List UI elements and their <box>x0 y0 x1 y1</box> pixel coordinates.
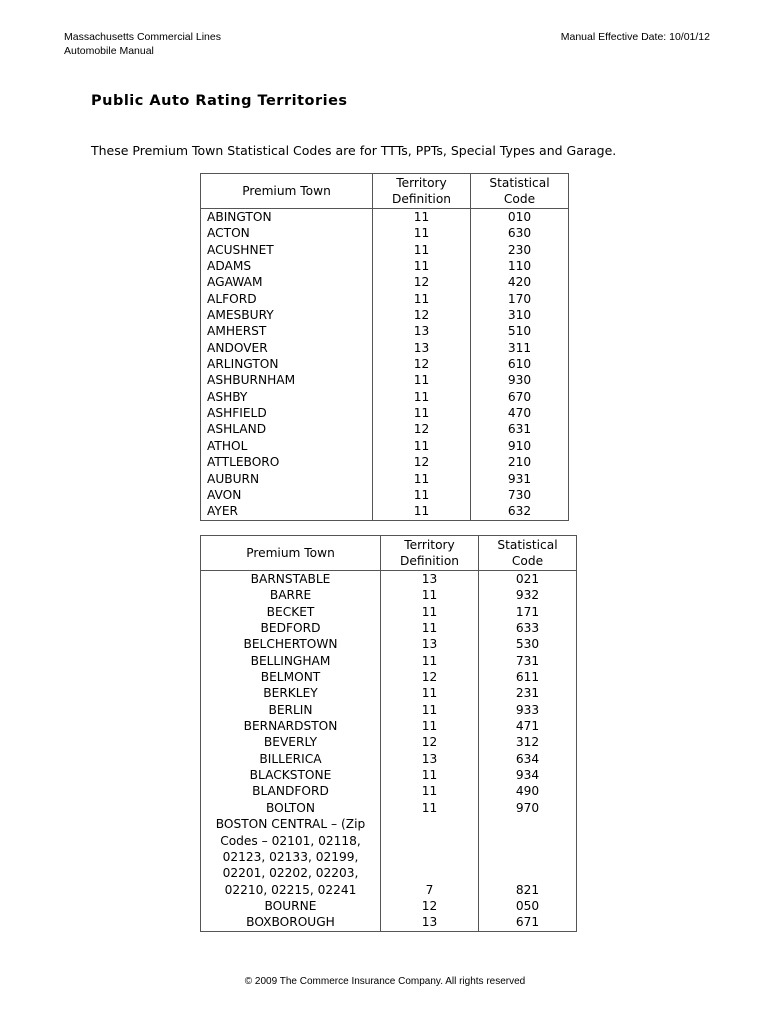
table-row <box>201 636 577 652</box>
territory-cell: 11 <box>373 291 471 307</box>
code-cell: 634 <box>479 751 577 767</box>
table-row <box>201 274 569 290</box>
code-cell: 420 <box>471 274 569 290</box>
manual-line-name: Massachusetts Commercial Lines <box>64 31 221 43</box>
table-row <box>201 225 569 241</box>
col-header-town: Premium Town <box>201 536 381 571</box>
territory-cell: 11 <box>373 372 471 388</box>
territory-cell: 11 <box>381 783 479 799</box>
table-row <box>201 471 569 487</box>
code-cell: 490 <box>479 783 577 799</box>
code-cell: 110 <box>471 258 569 274</box>
town-cell: ASHFIELD <box>201 405 373 421</box>
code-cell: 530 <box>479 636 577 652</box>
territory-cell: 11 <box>373 225 471 241</box>
table-row <box>201 604 577 620</box>
table-row <box>201 816 577 898</box>
town-cell: ABINGTON <box>201 209 373 226</box>
col-header-code <box>479 536 577 571</box>
code-cell: 631 <box>471 421 569 437</box>
territory-table-1 <box>200 173 569 521</box>
table-row <box>201 307 569 323</box>
header-left <box>64 30 221 58</box>
territory-cell: 11 <box>373 405 471 421</box>
town-cell: ASHBY <box>201 389 373 405</box>
town-cell: AGAWAM <box>201 274 373 290</box>
code-cell: 633 <box>479 620 577 636</box>
code-cell: 730 <box>471 487 569 503</box>
town-cell: AMESBURY <box>201 307 373 323</box>
code-cell: 970 <box>479 800 577 816</box>
col-header-territory-line2: Definition <box>391 192 451 206</box>
code-cell: 910 <box>471 438 569 454</box>
code-cell: 930 <box>471 372 569 388</box>
code-cell: 932 <box>479 587 577 603</box>
code-cell: 510 <box>471 323 569 339</box>
territory-table-2 <box>200 535 577 932</box>
table-row <box>201 356 569 372</box>
territory-cell: 11 <box>381 685 479 701</box>
territory-cell: 12 <box>373 274 471 290</box>
table-row <box>201 372 569 388</box>
code-cell: 231 <box>479 685 577 701</box>
code-cell: 821 <box>479 816 577 898</box>
code-cell: 170 <box>471 291 569 307</box>
territory-cell: 11 <box>381 587 479 603</box>
code-cell: 312 <box>479 734 577 750</box>
territory-cell: 12 <box>373 307 471 323</box>
table-row <box>201 421 569 437</box>
territory-cell: 12 <box>381 669 479 685</box>
code-cell: 171 <box>479 604 577 620</box>
table-row <box>201 800 577 816</box>
col-header-code <box>471 174 569 209</box>
code-cell: 611 <box>479 669 577 685</box>
table-row <box>201 587 577 603</box>
table-row <box>201 914 577 931</box>
territory-cell: 13 <box>373 323 471 339</box>
town-cell: BELMONT <box>201 669 381 685</box>
code-cell: 470 <box>471 405 569 421</box>
table-row <box>201 405 569 421</box>
table-row <box>201 503 569 520</box>
town-cell: BEDFORD <box>201 620 381 636</box>
manual-subtitle: Automobile Manual <box>64 45 154 57</box>
effective-date: Manual Effective Date: 10/01/12 <box>560 31 710 43</box>
code-cell: 670 <box>471 389 569 405</box>
territory-cell: 11 <box>373 258 471 274</box>
table-row <box>201 258 569 274</box>
intro-text: These Premium Town Statistical Codes are for TTTs, PPTs, Special Types and Garage. <box>91 143 617 158</box>
table-header-row <box>201 536 577 571</box>
town-cell: BERKLEY <box>201 685 381 701</box>
code-cell: 931 <box>471 471 569 487</box>
col-header-territory <box>381 536 479 571</box>
territory-cell: 12 <box>373 421 471 437</box>
town-cell: BERNARDSTON <box>201 718 381 734</box>
territory-cell: 13 <box>381 751 479 767</box>
col-header-code-line2: Code <box>503 192 536 206</box>
col-header-code-line2: Code <box>511 554 544 568</box>
code-cell: 632 <box>471 503 569 520</box>
table-row <box>201 685 577 701</box>
code-cell: 471 <box>479 718 577 734</box>
table-row <box>201 454 569 470</box>
territory-cell: 11 <box>373 209 471 226</box>
table-row <box>201 242 569 258</box>
territory-cell: 12 <box>381 898 479 914</box>
town-cell: ACUSHNET <box>201 242 373 258</box>
code-cell: 731 <box>479 653 577 669</box>
table-row <box>201 323 569 339</box>
town-cell: ANDOVER <box>201 340 373 356</box>
code-cell: 311 <box>471 340 569 356</box>
town-cell: AMHERST <box>201 323 373 339</box>
territory-cell: 11 <box>373 487 471 503</box>
table-row <box>201 669 577 685</box>
code-cell: 230 <box>471 242 569 258</box>
table-row <box>201 751 577 767</box>
town-cell: BEVERLY <box>201 734 381 750</box>
code-cell: 671 <box>479 914 577 931</box>
town-cell: ACTON <box>201 225 373 241</box>
town-cell: BELCHERTOWN <box>201 636 381 652</box>
town-cell: ARLINGTON <box>201 356 373 372</box>
town-cell: BOURNE <box>201 898 381 914</box>
code-cell: 630 <box>471 225 569 241</box>
table-row <box>201 571 577 588</box>
col-header-town: Premium Town <box>201 174 373 209</box>
town-cell: BOSTON CENTRAL – (Zip Codes – 02101, 02118, 02123, 02133, 02199, 02201, 02202, 02203, 02210, 02215, 02241 <box>201 816 381 898</box>
territory-cell: 11 <box>381 604 479 620</box>
col-header-territory-line1: Territory <box>396 176 447 190</box>
code-cell: 610 <box>471 356 569 372</box>
col-header-territory-line1: Territory <box>404 538 455 552</box>
code-cell: 934 <box>479 767 577 783</box>
code-cell: 310 <box>471 307 569 323</box>
code-cell: 010 <box>471 209 569 226</box>
town-cell: BELLINGHAM <box>201 653 381 669</box>
territory-cell: 13 <box>381 914 479 931</box>
code-cell: 933 <box>479 702 577 718</box>
table-row <box>201 340 569 356</box>
town-cell: BARRE <box>201 587 381 603</box>
table-header-row <box>201 174 569 209</box>
territory-cell: 11 <box>381 653 479 669</box>
code-cell: 021 <box>479 571 577 588</box>
town-cell: BLANDFORD <box>201 783 381 799</box>
territory-cell: 12 <box>373 454 471 470</box>
territory-cell: 11 <box>381 702 479 718</box>
territory-cell: 11 <box>381 800 479 816</box>
territory-cell: 11 <box>373 242 471 258</box>
town-cell: ATHOL <box>201 438 373 454</box>
territory-cell: 11 <box>373 471 471 487</box>
table-row <box>201 734 577 750</box>
col-header-code-line1: Statistical <box>489 176 550 190</box>
page-title: Public Auto Rating Territories <box>91 93 348 109</box>
territory-cell: 12 <box>373 356 471 372</box>
table-row <box>201 620 577 636</box>
town-cell: ASHLAND <box>201 421 373 437</box>
col-header-code-line1: Statistical <box>497 538 558 552</box>
territory-cell: 11 <box>381 620 479 636</box>
town-cell: ALFORD <box>201 291 373 307</box>
town-cell: BARNSTABLE <box>201 571 381 588</box>
col-header-territory-line2: Definition <box>399 554 459 568</box>
town-cell: AUBURN <box>201 471 373 487</box>
town-cell: BLACKSTONE <box>201 767 381 783</box>
territory-cell: 7 <box>381 816 479 898</box>
territory-cell: 11 <box>373 389 471 405</box>
territory-cell: 11 <box>373 503 471 520</box>
territory-cell: 13 <box>381 636 479 652</box>
table-row <box>201 767 577 783</box>
town-cell: BOLTON <box>201 800 381 816</box>
territory-cell: 12 <box>381 734 479 750</box>
town-cell: ADAMS <box>201 258 373 274</box>
table-row <box>201 702 577 718</box>
territory-cell: 11 <box>381 767 479 783</box>
code-cell: 210 <box>471 454 569 470</box>
code-cell: 050 <box>479 898 577 914</box>
town-cell: BERLIN <box>201 702 381 718</box>
table-row <box>201 718 577 734</box>
copyright-footer: © 2009 The Commerce Insurance Company. All rights reserved <box>244 976 526 987</box>
table-row <box>201 898 577 914</box>
town-cell: BILLERICA <box>201 751 381 767</box>
table-row <box>201 783 577 799</box>
town-cell: AYER <box>201 503 373 520</box>
town-cell: BOXBOROUGH <box>201 914 381 931</box>
territory-cell: 13 <box>373 340 471 356</box>
territory-cell: 13 <box>381 571 479 588</box>
table-row <box>201 653 577 669</box>
town-cell: AVON <box>201 487 373 503</box>
table-row <box>201 291 569 307</box>
table-row <box>201 209 569 226</box>
col-header-territory <box>373 174 471 209</box>
table-row <box>201 487 569 503</box>
town-cell: BECKET <box>201 604 381 620</box>
territory-cell: 11 <box>381 718 479 734</box>
town-cell: ATTLEBORO <box>201 454 373 470</box>
territory-cell: 11 <box>373 438 471 454</box>
table-row <box>201 438 569 454</box>
table-row <box>201 389 569 405</box>
town-cell: ASHBURNHAM <box>201 372 373 388</box>
